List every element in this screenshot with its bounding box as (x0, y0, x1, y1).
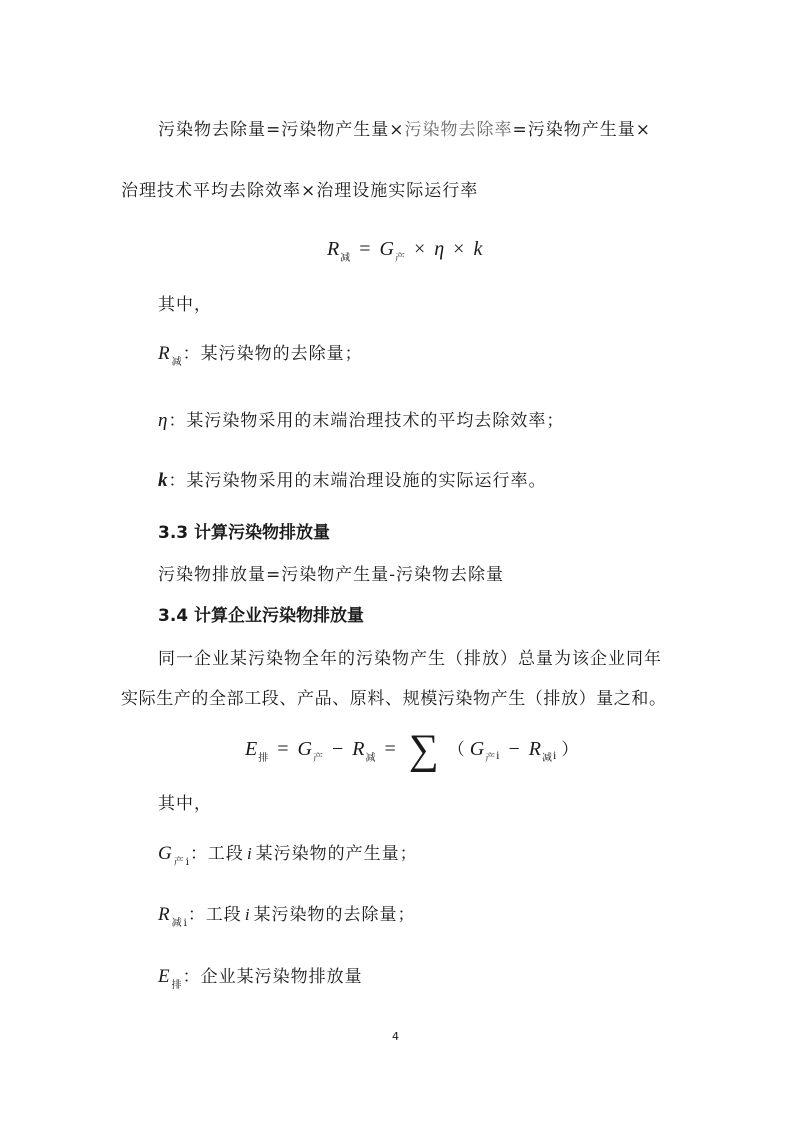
def-Ri-sub: 减 (171, 918, 183, 929)
eq1-G: G (379, 238, 394, 260)
def-Gi-i: i (246, 844, 253, 863)
def-Gi-text-2: 某污染物的产生量； (255, 844, 418, 864)
def-Gi-symbol: G (158, 843, 173, 864)
eq2-Gi-sub: 产 (485, 753, 496, 764)
eq1-times-2: × (453, 238, 465, 260)
def-R-text: ：某污染物的去除量； (182, 344, 363, 364)
paragraph-line-1: 同一企业某污染物全年的污染物产生（排放）总量为该企业同年 (158, 649, 662, 669)
formula-text-part-2: 污染物去除率 (404, 120, 513, 140)
def-Ri-i: i (244, 905, 251, 924)
eq2-Ri-index: i (552, 748, 557, 762)
paragraph-line-2: 实际生产的全部工段、产品、原料、规模污染物产生（排放）量之和。 (121, 689, 667, 709)
eq2-Gi-index: i (496, 748, 500, 762)
def-E (158, 966, 363, 997)
eq1-k: k (473, 238, 483, 260)
formula-text-part-3: =污染物产生量× (512, 120, 651, 140)
eq2-minus-1: − (331, 738, 344, 760)
def-eta-symbol: η (158, 410, 169, 431)
def-Ri-text: ：工段 (187, 905, 242, 925)
eq2-Gi: G (469, 738, 485, 760)
where-label-1: 其中， (158, 295, 212, 315)
eq2-Ri-sub: 减 (541, 753, 552, 764)
equation-enterprise-emission (245, 727, 579, 773)
def-k-symbol: k (158, 470, 169, 491)
def-E-sub: 排 (171, 980, 183, 991)
heading-3-3: 3.3 计算污染物排放量 (158, 523, 331, 543)
def-R-symbol: R (158, 343, 171, 364)
eq2-rparen: ） (561, 740, 579, 760)
eq2-equals-1: = (277, 738, 289, 760)
eq2-G: G (297, 738, 312, 760)
def-E-text: ：企业某污染物排放量 (182, 967, 363, 987)
heading-3-4: 3.4 计算企业污染物排放量 (158, 606, 365, 626)
def-Gi (158, 843, 418, 874)
eq2-minus-2: − (508, 738, 520, 760)
formula-emission: 污染物排放量=污染物产生量-污染物去除量 (158, 565, 504, 585)
def-Ri-text-2: 某污染物的去除量； (253, 905, 416, 925)
equation-removal (327, 236, 482, 272)
formula-text-part-1: 污染物去除量=污染物产生量× (158, 120, 405, 140)
eq1-equals: = (359, 238, 371, 260)
def-k (158, 470, 547, 492)
formula-text-line-1 (158, 119, 651, 141)
def-k-text: ：某污染物采用的末端治理设施的实际运行率。 (168, 471, 547, 491)
eq2-G-sub: 产 (312, 753, 323, 764)
eq2-R-sub: 减 (365, 753, 376, 764)
where-label-2: 其中， (158, 794, 212, 814)
def-Ri (158, 904, 416, 935)
def-R-sub: 减 (171, 357, 183, 368)
def-Gi-text: ：工段 (189, 844, 244, 864)
def-Ri-symbol: R (158, 904, 171, 925)
formula-text-line-2: 治理技术平均去除效率×治理设施实际运行率 (121, 181, 479, 201)
eq1-G-sub: 产 (394, 253, 405, 264)
def-eta (158, 410, 564, 432)
def-E-symbol: E (158, 966, 171, 987)
eq1-R-sub: 减 (340, 253, 351, 264)
eq1-R: R (327, 238, 340, 260)
page-number: 4 (392, 1030, 399, 1043)
eq2-E-sub: 排 (258, 753, 269, 764)
eq2-equals-2: = (384, 738, 396, 760)
eq2-lparen: （ (447, 740, 465, 760)
def-R (158, 343, 363, 374)
eq2-sigma: ∑ (408, 727, 439, 773)
def-Gi-index: i (185, 857, 190, 868)
def-eta-text: ：某污染物采用的末端治理技术的平均去除效率； (168, 411, 565, 431)
eq1-times-1: × (413, 238, 426, 260)
eq1-eta: η (434, 238, 445, 260)
def-Ri-index: i (183, 918, 188, 929)
eq2-Ri: R (528, 738, 541, 760)
eq2-E: E (245, 738, 258, 760)
def-Gi-sub: 产 (173, 857, 185, 868)
eq2-R: R (352, 738, 365, 760)
